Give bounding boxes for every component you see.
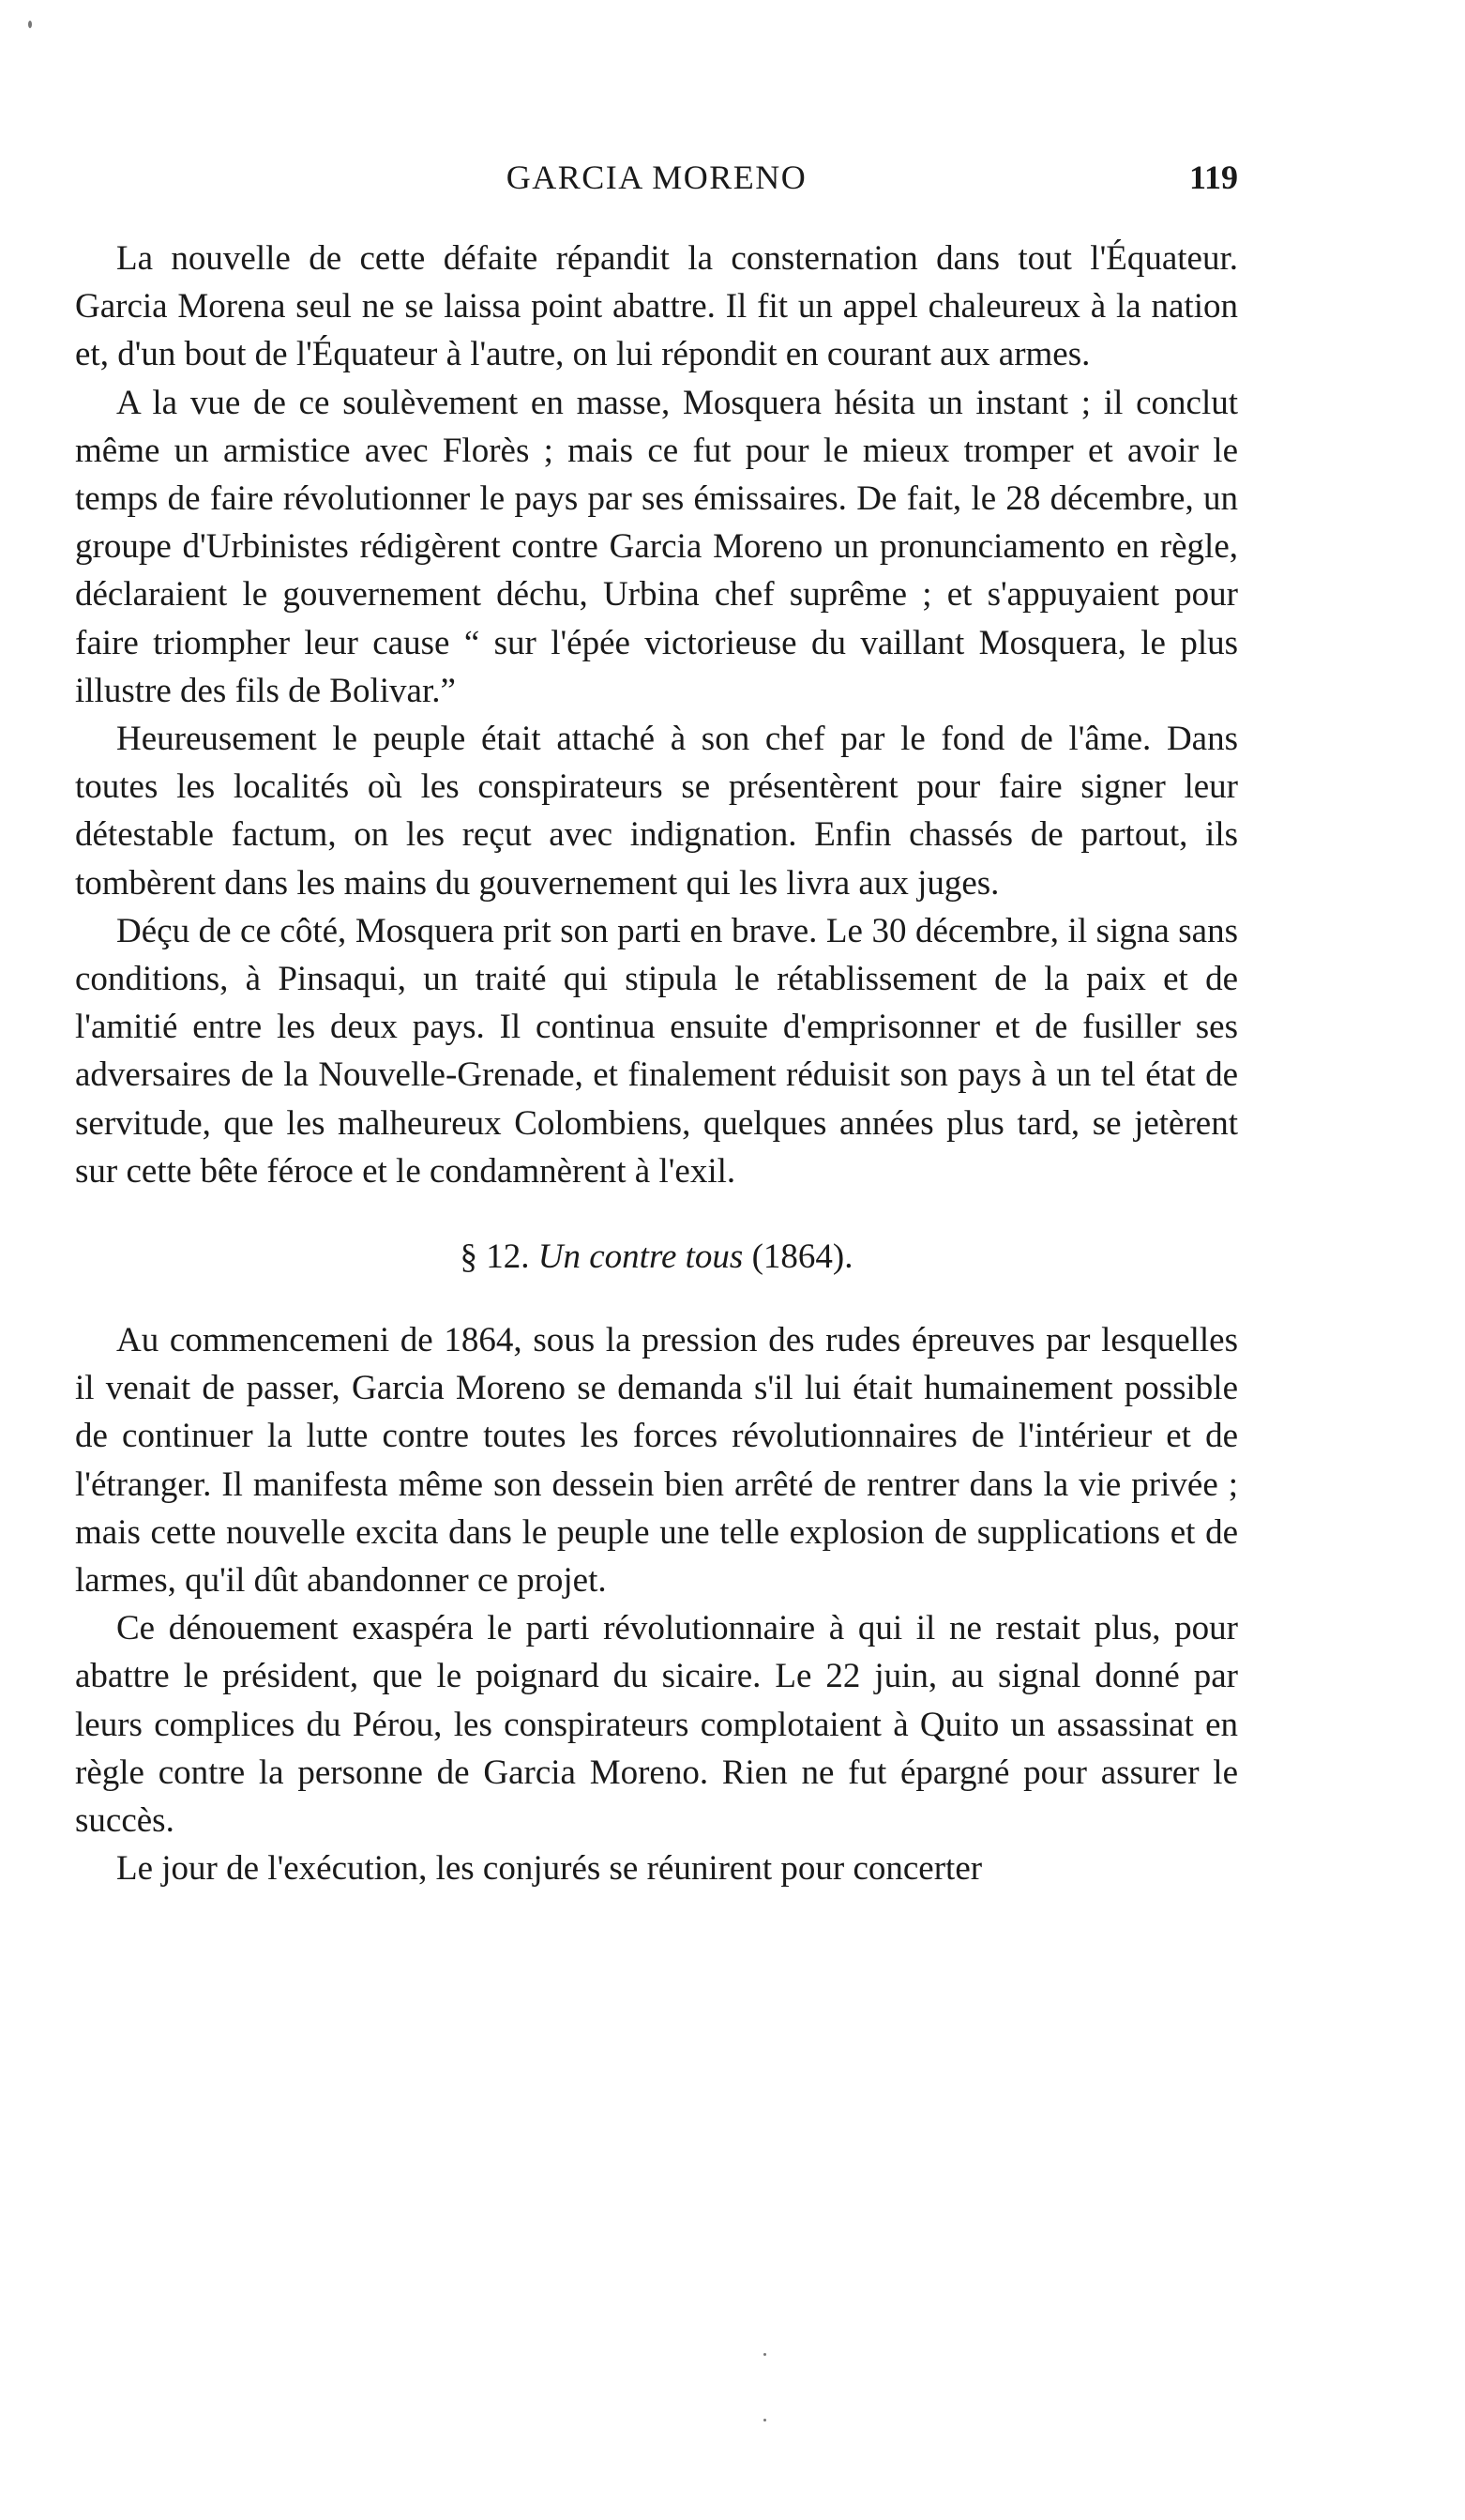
scan-speck xyxy=(28,21,32,28)
paragraph: La nouvelle de cette défaite répandit la consternation dans tout l'Équateur. Garcia Morena seul ne se laissa point abattre. Il fit un appel chaleureux à la nation et, d'un bout de l'Équateur à l'autre, on lui répondit en courant aux armes. xyxy=(75,239,1238,374)
running-title: GARCIA MORENO xyxy=(506,159,808,196)
scan-speck xyxy=(763,2353,766,2356)
paragraph: Ce dénouement exaspéra le parti révolutionnaire à qui il ne restait plus, pour abattre le président, que le poignard du sicaire. Le 22 juin, au signal donné par leurs complices du Pérou, les conspirateurs complotaient à Quito un assassinat en règle contre la personne de Garcia Moreno. Rien ne fut épargné pour assurer le succès. xyxy=(75,1609,1238,1841)
paragraph: Déçu de ce côté, Mosquera prit son parti en brave. Le 30 décembre, il signa sans conditions, à Pinsaqui, un traité qui stipula le rétablissement de la paix et de l'amitié entre les deux pays. Il continua ensuite d'emprisonner et de fusiller ses adversaires de la Nouvelle-Grenade, et finalement réduisit son pays à un tel état de servitude, que les malheureux Colombiens, quelques années plus tard, se jetèrent sur cette bête féroce et le condamnèrent à l'exil. xyxy=(75,911,1238,1191)
paragraph: Au commencemeni de 1864, sous la pression des rudes épreuves par lesquelles il venait de passer, Garcia Moreno se demanda s'il lui était humainement possible de continuer la lutte contre toutes les forces révolutionnaires de l'intérieur et de l'étranger. Il manifesta même son dessein bien arrêté de rentrer dans la vie privée ; mais cette nouvelle excita dans le peuple une telle explosion de supplications et de larmes, qu'il dût abandonner ce projet. xyxy=(75,1321,1238,1601)
page-header xyxy=(75,158,1238,205)
page-number: 119 xyxy=(1188,159,1238,196)
paragraph: Le jour de l'exécution, les conjurés se réunirent pour concerter xyxy=(116,1849,983,1889)
section-title: Un contre tous xyxy=(537,1237,744,1277)
paragraph: A la vue de ce soulèvement en masse, Mosquera hésita un instant ; il conclut même un armistice avec Florès ; mais ce fut pour le mieux tromper et avoir le temps de faire révolutionner le pays par ses émissaires. De fait, le 28 décembre, un groupe d'Urbinistes rédigèrent contre Garcia Moreno un pronunciamento en règle, déclaraient le gouvernement déchu, Urbina chef suprême ; et s'appuyaient pour faire triompher leur cause “ sur l'épée victorieuse du vaillant Mosquera, le plus illustre des fils de Bolivar.” xyxy=(75,383,1238,710)
section-year: (1864). xyxy=(751,1237,853,1277)
paragraph: Heureusement le peuple était attaché à son chef par le fond de l'âme. Dans toutes les localités où les conspirateurs se présentèrent pour faire signer leur détestable factum, on les reçut avec indignation. Enfin chassés de partout, ils tombèrent dans les mains du gouvernement qui les livra aux juges. xyxy=(75,720,1238,903)
body-text xyxy=(75,235,1238,1893)
section-number: § 12. xyxy=(460,1237,530,1277)
scan-speck xyxy=(763,2419,766,2421)
section-heading xyxy=(75,1233,1238,1281)
